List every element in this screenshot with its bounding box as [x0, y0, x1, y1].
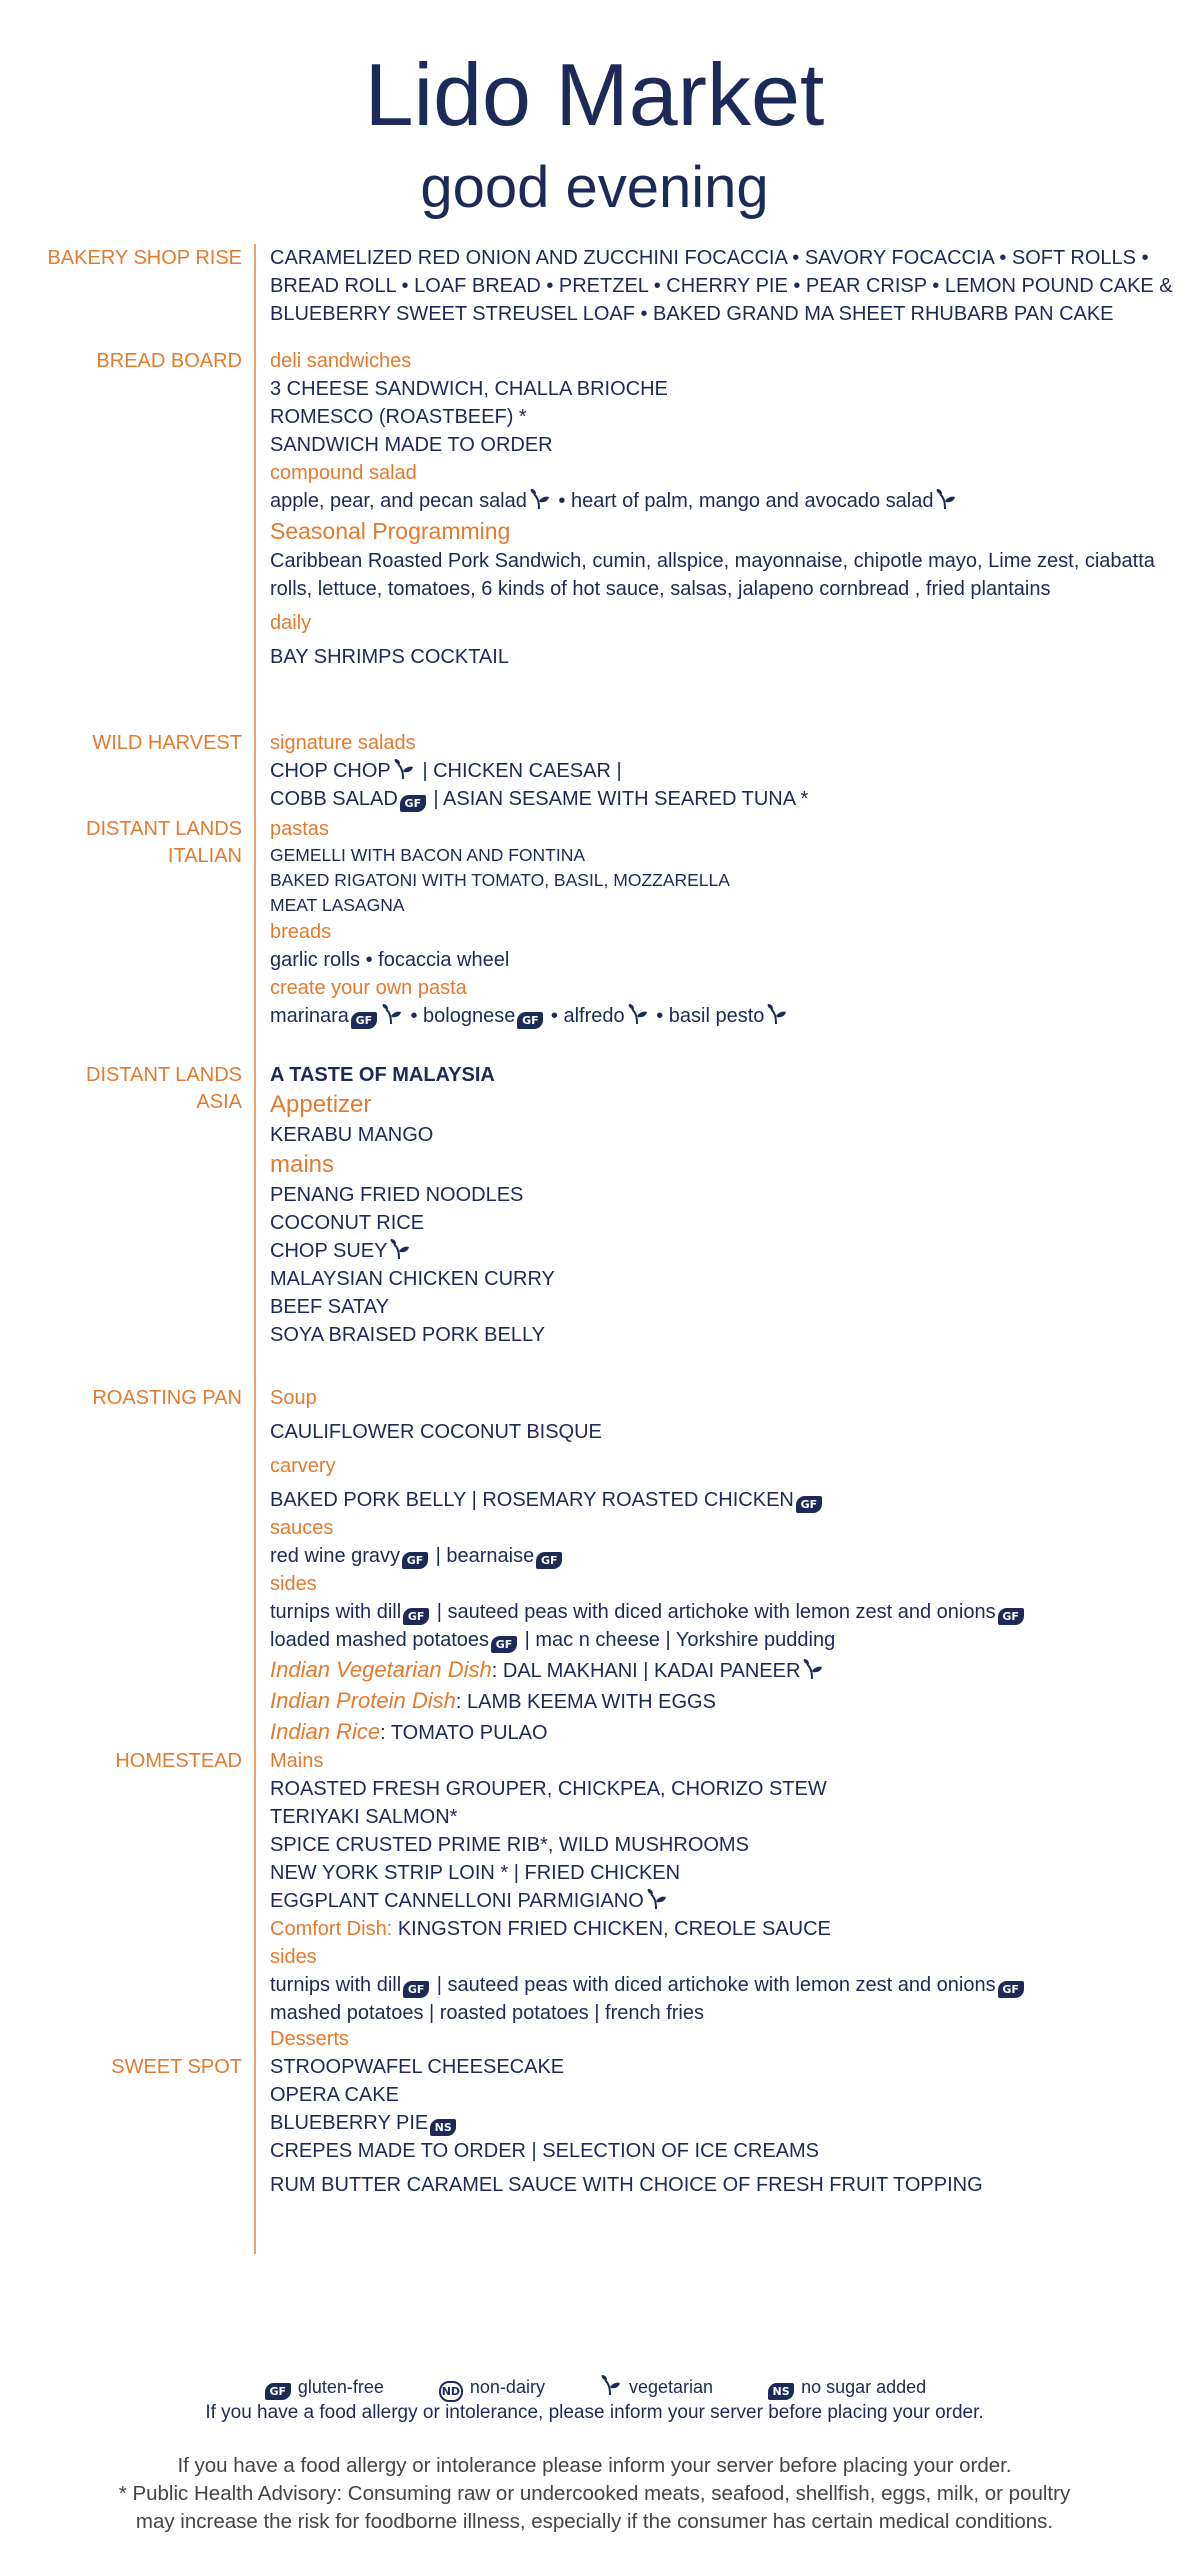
heading-sides: sides — [270, 1573, 317, 1595]
legend-label: gluten-free — [297, 2377, 384, 2397]
menu-item: ROMESCO (ROASTBEEF) * — [270, 406, 527, 428]
menu-item — [270, 1654, 1170, 1685]
legend-label: no sugar added — [801, 2377, 927, 2397]
gluten-free-icon: GF — [517, 1012, 543, 1029]
menu-item: apple, pear, and pecan salad • heart of palm, mango and avocado salad — [270, 487, 1170, 515]
gluten-free-icon: GF — [265, 2383, 291, 2400]
dish-label: Indian Protein Dish — [270, 1688, 456, 1713]
non-dairy-icon: ND — [439, 2381, 463, 2402]
category-bakery: BAKERY SHOP RISE — [47, 247, 242, 269]
vegetarian-icon — [393, 758, 415, 780]
category-bread-board: BREAD BOARD — [96, 350, 242, 372]
menu-item: MALAYSIAN CHICKEN CURRY — [270, 1268, 555, 1290]
heading-soup: Soup — [270, 1387, 317, 1409]
vegetarian-icon — [600, 2374, 622, 2396]
category-sweet-spot: SWEET SPOT — [111, 2056, 242, 2078]
no-sugar-icon: NS — [768, 2383, 794, 2400]
vegetarian-icon — [646, 1888, 668, 1910]
menu-item: STROOPWAFEL CHEESECAKE — [270, 2056, 565, 2078]
heading-deli: deli sandwiches — [270, 350, 412, 372]
menu-item: BAKED RIGATONI WITH TOMATO, BASIL, MOZZARELLA — [270, 870, 730, 890]
menu-item: SPICE CRUSTED PRIME RIB*, WILD MUSHROOMS — [270, 1834, 749, 1856]
heading-mains: mains — [270, 1151, 335, 1178]
section-homestead — [270, 1747, 1170, 2027]
item-text: apple, pear, and pecan salad — [270, 490, 527, 512]
menu-item: Caribbean Roasted Pork Sandwich, cumin, allspice, mayonnaise, chipotle mayo, Lime zest, ciabatta rolls, lettuce, tomatoes, 6 kinds of hot sauce, salsas, jalapeno cornbread , fried plantains — [270, 550, 1155, 600]
section-roasting-pan — [270, 1384, 1170, 1747]
heading-signature-salads: signature salads — [270, 732, 416, 754]
category-distant-lands-italian — [86, 816, 242, 870]
menu-item: CAULIFLOWER COCONUT BISQUE — [270, 1421, 602, 1443]
heading-carvery: carvery — [270, 1455, 336, 1477]
gluten-free-icon: GF — [796, 1496, 822, 1513]
gluten-free-icon: GF — [998, 1981, 1024, 1998]
item-text: CHOP SUEY — [270, 1240, 388, 1262]
menu-item: ROASTED FRESH GROUPER, CHICKPEA, CHORIZO STEW — [270, 1778, 827, 1800]
menu-line: BREAD ROLL • LOAF BREAD • PRETZEL • CHERRY PIE • PEAR CRISP • LEMON POUND CAKE & — [270, 275, 1173, 297]
menu-item: SANDWICH MADE TO ORDER — [270, 434, 553, 456]
section-asia — [270, 1061, 1170, 1349]
gluten-free-icon: GF — [351, 1012, 377, 1029]
item-text: • alfredo — [550, 1005, 625, 1027]
heading-sauces: sauces — [270, 1517, 334, 1539]
no-sugar-icon: NS — [430, 2119, 456, 2136]
legend-label: non-dairy — [469, 2377, 545, 2397]
heading-sides: sides — [270, 1946, 317, 1968]
menu-item: 3 CHEESE SANDWICH, CHALLA BRIOCHE — [270, 378, 668, 400]
category-line: DISTANT LANDS — [86, 818, 242, 840]
menu-item: CREPES MADE TO ORDER | SELECTION OF ICE CREAMS — [270, 2140, 819, 2162]
menu-item — [270, 1486, 1170, 1514]
item-text: : LAMB KEEMA WITH EGGS — [455, 1691, 716, 1713]
item-text: | ASIAN SESAME WITH SEARED TUNA * — [433, 788, 809, 810]
vegetarian-icon — [389, 1238, 411, 1260]
heading-seasonal: Seasonal Programming — [270, 518, 511, 544]
vegetarian-icon — [381, 1003, 403, 1025]
menu-item — [270, 2109, 1170, 2137]
legend-item-ns — [766, 2374, 926, 2400]
vertical-divider — [254, 244, 256, 2254]
menu-item: SOYA BRAISED PORK BELLY — [270, 1324, 545, 1346]
legend-item-nd — [437, 2374, 545, 2402]
vegetarian-icon — [802, 1658, 824, 1680]
item-text: | bearnaise — [435, 1545, 535, 1567]
section-sweet-spot — [270, 2025, 1170, 2199]
heading-breads: breads — [270, 921, 332, 943]
menu-item — [270, 1685, 1170, 1716]
category-wild-harvest: WILD HARVEST — [92, 732, 242, 754]
menu-item — [270, 1971, 1170, 1999]
heading-create-your-own-pasta: create your own pasta — [270, 977, 467, 999]
footer-line: If you have a food allergy or intolerance please inform your server before placing your order. — [177, 2454, 1012, 2477]
menu-item — [270, 1598, 1170, 1626]
item-text: • bolognese — [410, 1005, 516, 1027]
menu-item: garlic rolls • focaccia wheel — [270, 949, 510, 971]
menu-item: TERIYAKI SALMON* — [270, 1806, 458, 1828]
gluten-free-icon: GF — [491, 1636, 517, 1653]
legend-item-veg — [598, 2374, 713, 2400]
item-text: turnips with dill — [270, 1601, 402, 1623]
gluten-free-icon: GF — [536, 1552, 562, 1569]
item-text: CHOP CHOP — [270, 760, 391, 782]
footer-line: * Public Health Advisory: Consuming raw or undercooked meats, seafood, shellfish, eggs, milk, or poultry — [118, 2482, 1071, 2505]
menu-item — [270, 1887, 1170, 1915]
menu-line: CARAMELIZED RED ONION AND ZUCCHINI FOCACCIA • SAVORY FOCACCIA • SOFT ROLLS • — [270, 247, 1149, 269]
heading-compound: compound salad — [270, 462, 417, 484]
allergy-notice: If you have a food allergy or intolerance, please inform your server before placing your order. — [205, 2402, 984, 2423]
item-text: | sauteed peas with diced artichoke with lemon zest and onions — [436, 1974, 996, 1996]
theme-title: A TASTE OF MALAYSIA — [270, 1064, 495, 1086]
menu-item — [270, 1542, 1170, 1570]
menu-item: OPERA CAKE — [270, 2084, 399, 2106]
legend-item-gf — [263, 2374, 384, 2400]
section-bread-board — [270, 347, 1170, 671]
menu-item: RUM BUTTER CARAMEL SAUCE WITH CHOICE OF FRESH FRUIT TOPPING — [270, 2174, 983, 2196]
category-line: ASIA — [196, 1091, 242, 1113]
section-bakery — [270, 244, 1173, 328]
category-line: DISTANT LANDS — [86, 1064, 242, 1086]
menu-item: BAY SHRIMPS COCKTAIL — [270, 646, 509, 668]
vegetarian-icon — [766, 1003, 788, 1025]
menu-item — [270, 1915, 1170, 1943]
heading-pastas: pastas — [270, 818, 329, 840]
menu-item — [270, 785, 1170, 813]
menu-item — [270, 1626, 1170, 1654]
item-text: KINGSTON FRIED CHICKEN, CREOLE SAUCE — [397, 1918, 831, 1940]
section-wild-harvest — [270, 729, 1170, 813]
menu-item — [270, 757, 1170, 785]
menu-item: BEEF SATAY — [270, 1296, 389, 1318]
vegetarian-icon — [627, 1003, 649, 1025]
gluten-free-icon: GF — [400, 795, 426, 812]
menu-item: GEMELLI WITH BACON AND FONTINA — [270, 845, 586, 865]
item-text: red wine gravy — [270, 1545, 401, 1567]
category-roasting-pan: ROASTING PAN — [92, 1387, 242, 1409]
section-italian — [270, 815, 1170, 1030]
heading-appetizer: Appetizer — [270, 1091, 372, 1118]
heading-daily: daily — [270, 612, 312, 634]
vegetarian-icon — [935, 488, 957, 510]
item-text: : DAL MAKHANI | KADAI PANEER — [491, 1660, 801, 1682]
legend-label: vegetarian — [628, 2377, 714, 2397]
dish-label: Indian Rice — [270, 1719, 381, 1744]
menu-item: KERABU MANGO — [270, 1124, 434, 1146]
page-subtitle: good evening — [420, 155, 769, 220]
item-text: marinara — [270, 1005, 349, 1027]
item-text: | CHICKEN CAESAR | — [422, 760, 622, 782]
heading-mains: Mains — [270, 1750, 324, 1772]
menu-item — [270, 1002, 1170, 1030]
category-line: ITALIAN — [167, 845, 242, 867]
item-text: heart of palm, mango and avocado salad — [571, 490, 934, 512]
vegetarian-icon — [529, 488, 551, 510]
category-distant-lands-asia — [86, 1062, 242, 1116]
page-title: Lido Market — [364, 45, 825, 144]
item-text: COBB SALAD — [270, 788, 398, 810]
gluten-free-icon: GF — [403, 1608, 429, 1625]
menu-item: NEW YORK STRIP LOIN * | FRIED CHICKEN — [270, 1862, 681, 1884]
item-text: | mac n cheese | Yorkshire pudding — [524, 1629, 836, 1651]
gluten-free-icon: GF — [402, 1552, 428, 1569]
dish-label: Comfort Dish: — [270, 1918, 393, 1940]
item-text: BLUEBERRY PIE — [270, 2112, 429, 2134]
item-text: : TOMATO PULAO — [380, 1722, 548, 1744]
item-text: BAKED PORK BELLY | ROSEMARY ROASTED CHICKEN — [270, 1489, 794, 1511]
item-text: | sauteed peas with diced artichoke with lemon zest and onions — [436, 1601, 996, 1623]
heading-desserts: Desserts — [270, 2028, 349, 2050]
dietary-legend — [0, 2374, 1189, 2402]
item-text: • basil pesto — [656, 1005, 765, 1027]
menu-item: PENANG FRIED NOODLES — [270, 1184, 524, 1206]
category-homestead: HOMESTEAD — [115, 1750, 242, 1772]
footer-line: may increase the risk for foodborne illness, especially if the consumer has certain medical conditions. — [135, 2510, 1054, 2533]
menu-line: BLUEBERRY SWEET STREUSEL LOAF • BAKED GRAND MA SHEET RHUBARB PAN CAKE — [270, 303, 1114, 325]
menu-item: MEAT LASAGNA — [270, 895, 405, 915]
menu-item: mashed potatoes | roasted potatoes | french fries — [270, 2002, 704, 2024]
gluten-free-icon: GF — [998, 1608, 1024, 1625]
footer-advisory — [0, 2452, 1189, 2536]
item-text: turnips with dill — [270, 1974, 402, 1996]
gluten-free-icon: GF — [403, 1981, 429, 1998]
dish-label: Indian Vegetarian Dish — [270, 1657, 492, 1682]
menu-item: COCONUT RICE — [270, 1212, 425, 1234]
menu-item — [270, 1716, 1170, 1747]
item-text: EGGPLANT CANNELLONI PARMIGIANO — [270, 1890, 644, 1912]
menu-item — [270, 1237, 1170, 1265]
item-text: loaded mashed potatoes — [270, 1629, 490, 1651]
